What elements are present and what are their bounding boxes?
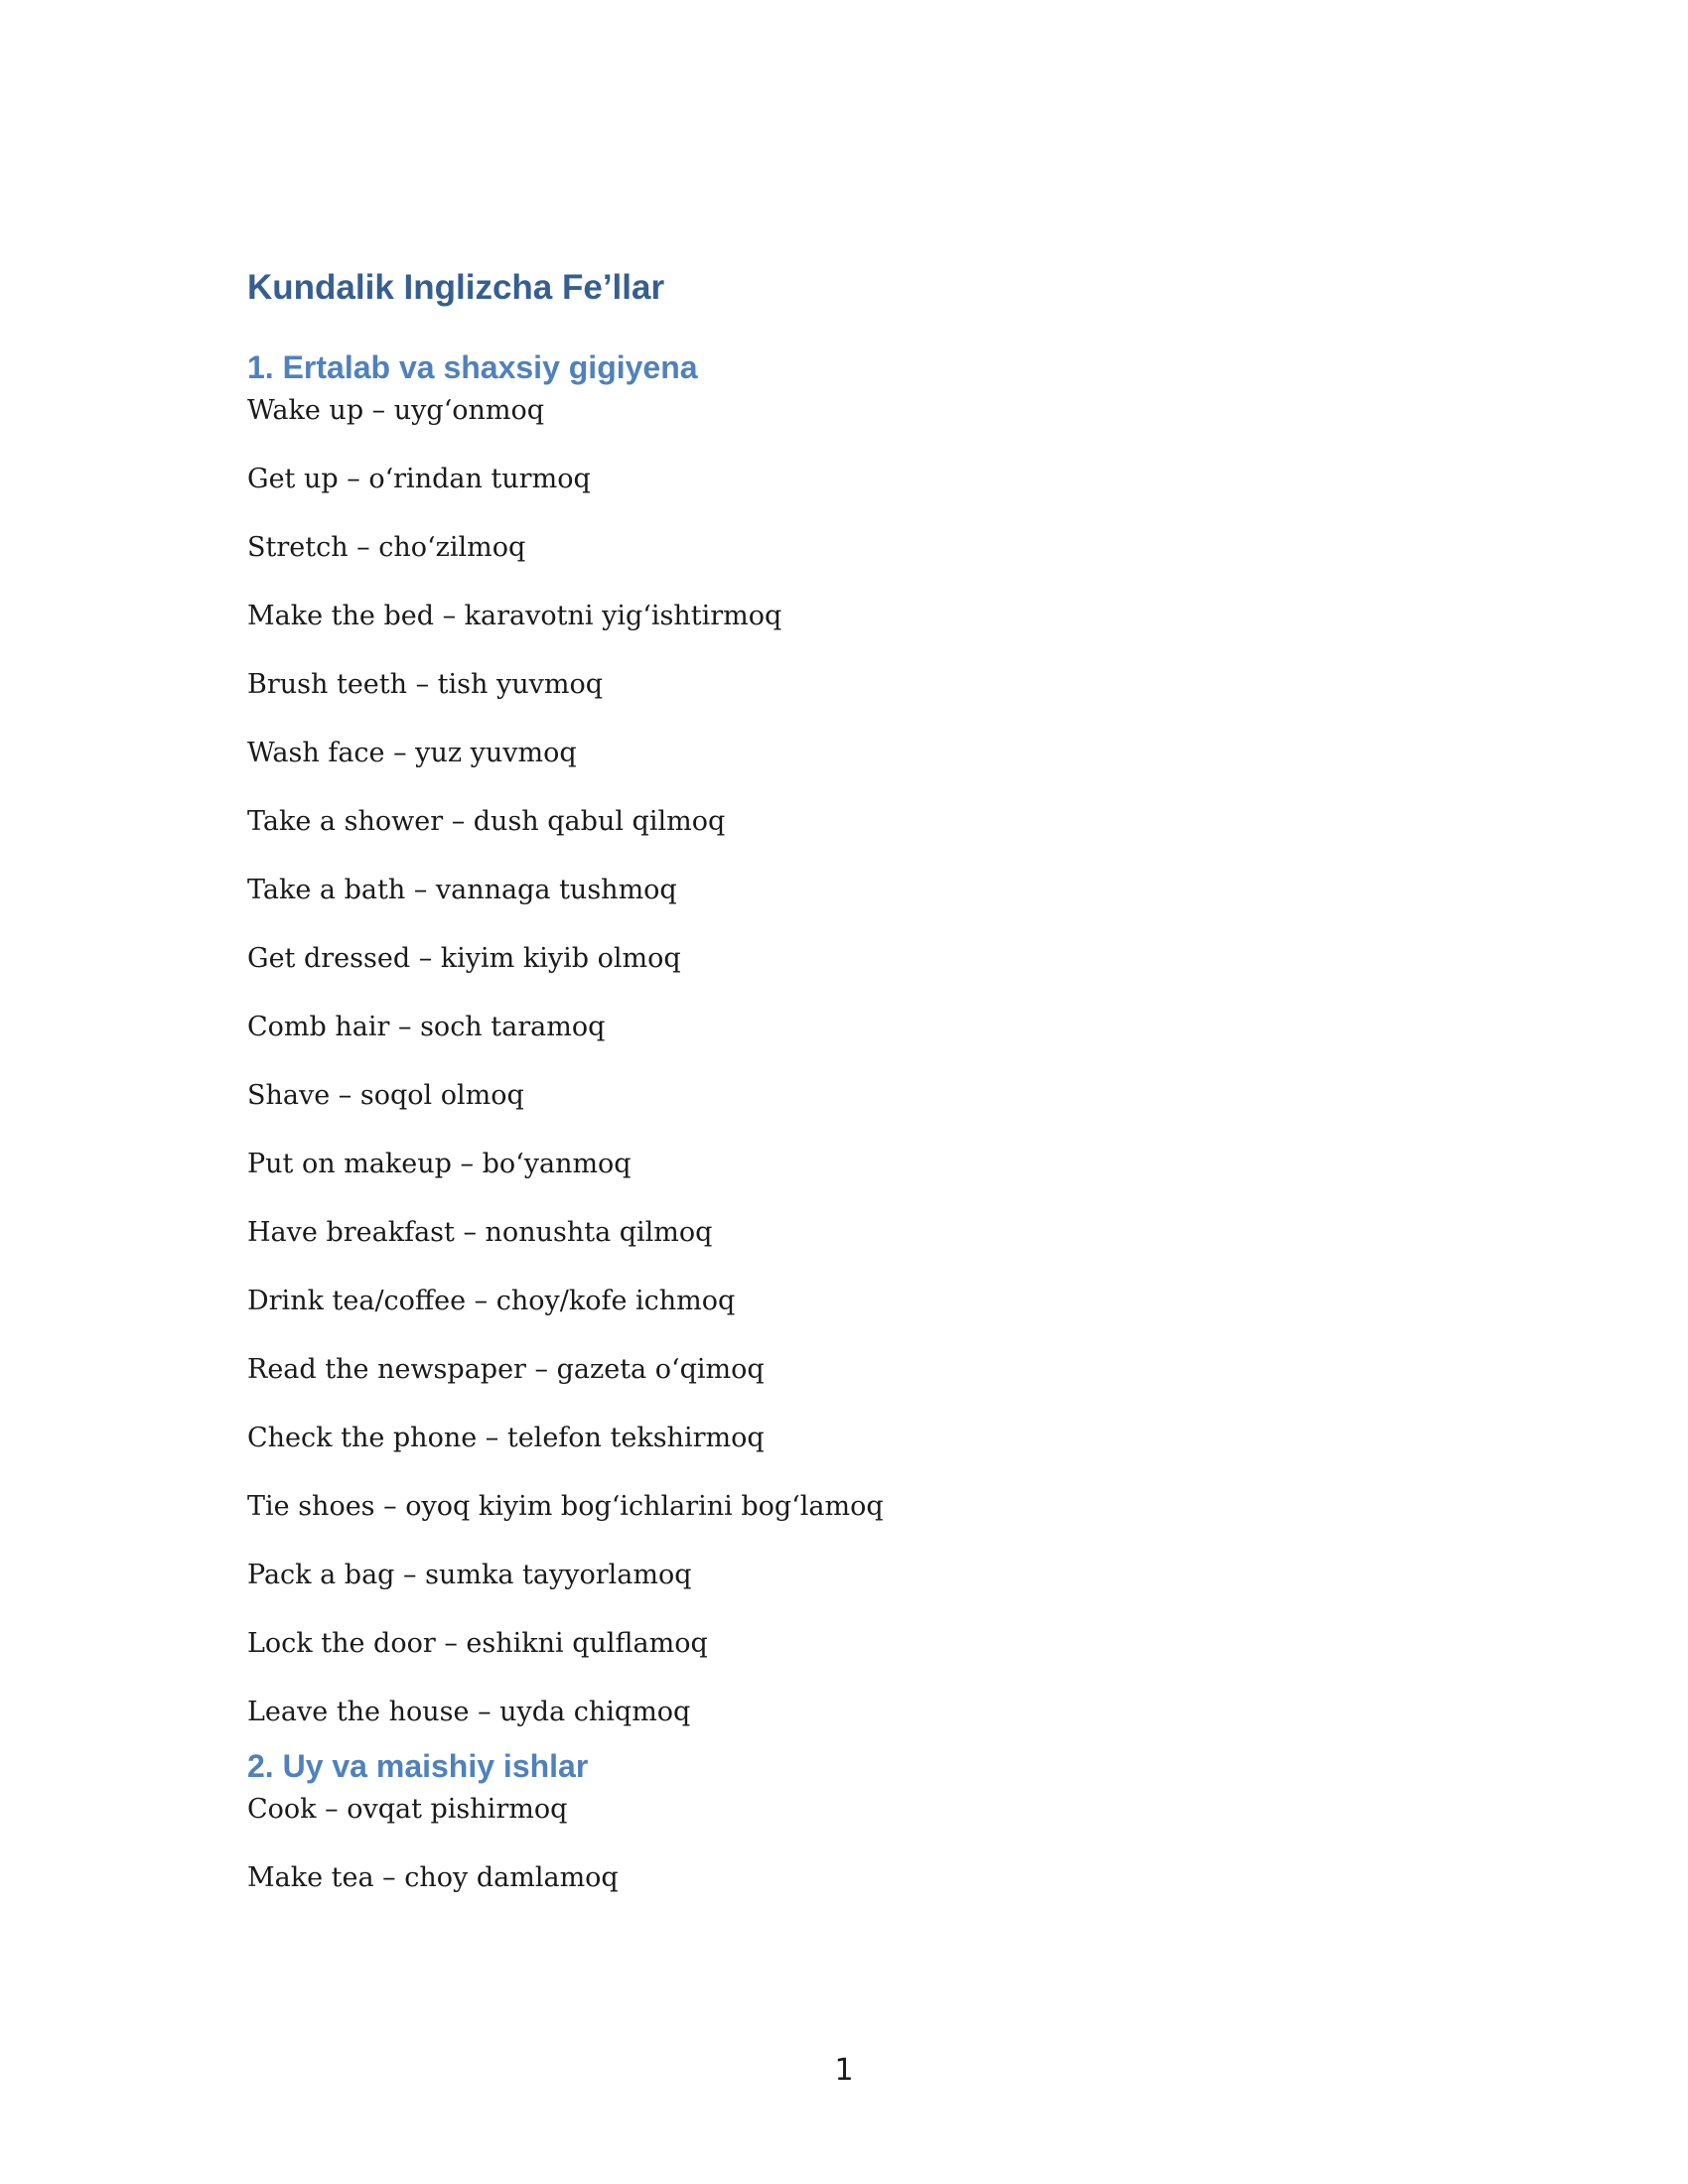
vocab-entry: Have breakfast – nonushta qilmoq bbox=[247, 1217, 713, 1248]
document-body bbox=[247, 266, 1439, 1896]
vocab-entry: Cook – ovqat pishirmoq bbox=[247, 1794, 568, 1825]
section-heading-morning-hygiene: 1. Ertalab va shaxsiy gigiyena bbox=[247, 349, 698, 385]
vocab-entry: Wash face – yuz yuvmoq bbox=[247, 738, 577, 768]
vocab-entry: Shave – soqol olmoq bbox=[247, 1080, 524, 1111]
vocab-entry: Get dressed – kiyim kiyib olmoq bbox=[247, 943, 681, 974]
vocab-entry: Take a shower – dush qabul qilmoq bbox=[247, 806, 726, 837]
vocab-entry: Make tea – choy damlamoq bbox=[247, 1862, 619, 1893]
document-title: Kundalik Inglizcha Fe’llar bbox=[247, 268, 665, 307]
vocab-entry: Wake up – uyg‘onmoq bbox=[247, 395, 545, 426]
vocab-entry: Stretch – cho‘zilmoq bbox=[247, 532, 526, 563]
vocab-entry: Check the phone – telefon tekshirmoq bbox=[247, 1423, 765, 1453]
section-heading-household-chores: 2. Uy va maishiy ishlar bbox=[247, 1748, 589, 1784]
vocab-entry: Pack a bag – sumka tayyorlamoq bbox=[247, 1560, 692, 1590]
vocab-entry: Lock the door – eshikni qulflamoq bbox=[247, 1628, 708, 1659]
vocab-entry: Tie shoes – oyoq kiyim bog‘ichlarini bog‘lamoq bbox=[247, 1491, 884, 1522]
vocab-entry: Read the newspaper – gazeta o‘qimoq bbox=[247, 1354, 765, 1385]
vocab-entry: Comb hair – soch taramoq bbox=[247, 1012, 606, 1042]
vocab-entry: Leave the house – uyda chiqmoq bbox=[247, 1697, 691, 1727]
page-number: 1 bbox=[834, 2053, 854, 2088]
vocab-entry: Brush teeth – tish yuvmoq bbox=[247, 669, 604, 700]
vocab-entry: Make the bed – karavotni yig‘ishtirmoq bbox=[247, 601, 782, 631]
vocab-entry: Take a bath – vannaga tushmoq bbox=[247, 875, 677, 905]
vocab-entry: Drink tea/coffee – choy/kofe ichmoq bbox=[247, 1286, 736, 1316]
vocab-entry: Put on makeup – bo‘yanmoq bbox=[247, 1149, 632, 1179]
vocab-entry: Get up – o‘rindan turmoq bbox=[247, 464, 591, 494]
